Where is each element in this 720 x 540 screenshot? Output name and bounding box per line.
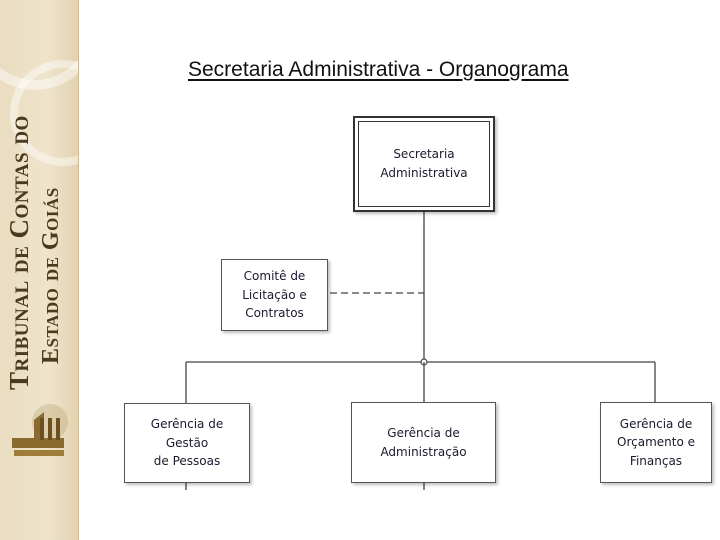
- page-title: Secretaria Administrativa - Organograma: [188, 58, 569, 81]
- institution-name-line2: Estado de Goiás: [38, 187, 64, 364]
- org-node-gerencia-pessoas: [124, 403, 250, 483]
- org-node-gerencia-administracao: [351, 402, 496, 483]
- org-node-label: Secretaria Administrativa: [380, 147, 468, 180]
- institution-name-line1: Tribunal de Contas do: [4, 115, 34, 390]
- org-node-comite: [221, 259, 328, 331]
- org-node-label: Comitê de Licitação e Contratos: [242, 269, 307, 321]
- org-node-secretaria: [353, 116, 495, 212]
- org-node-label: Gerência de Gestão de Pessoas: [150, 417, 224, 469]
- org-node-gerencia-orcamento: [600, 402, 712, 483]
- org-node-label: Gerência de Administração: [380, 425, 467, 459]
- org-node-label: Gerência de Orçamento e Finanças: [617, 416, 695, 468]
